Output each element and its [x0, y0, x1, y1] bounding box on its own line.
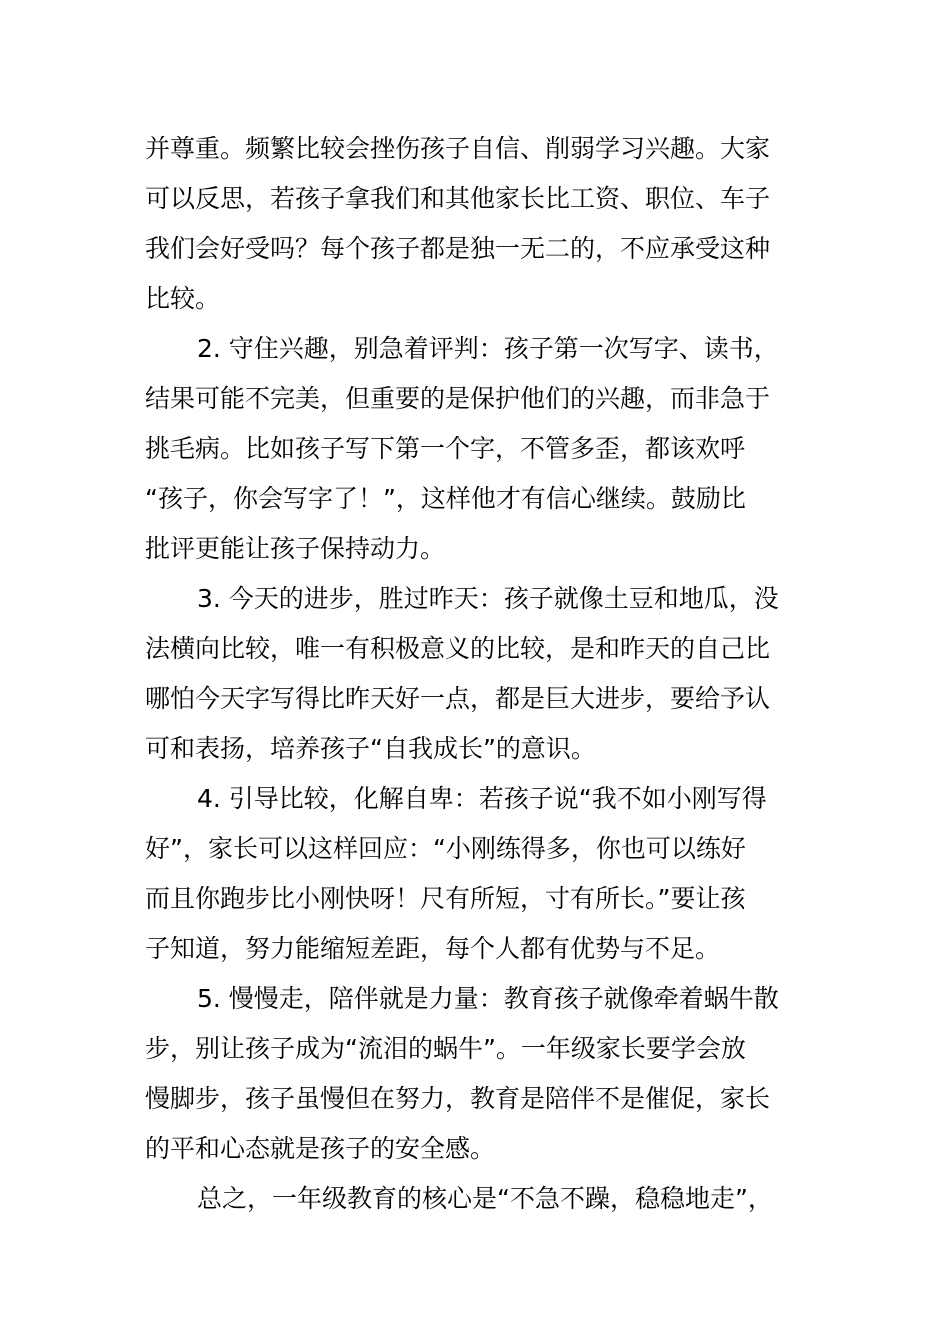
- document-body: [145, 124, 810, 1224]
- text-line: 的平和心态就是孩子的安全感。: [145, 1134, 496, 1163]
- text-line: 结果可能不完美，但重要的是保护他们的兴趣，而非急于: [145, 384, 771, 413]
- text-line: 慢脚步，孩子虽慢但在努力，教育是陪伴不是催促，家长: [145, 1084, 771, 1113]
- text-line: “孩子，你会写字了！”，这样他才有信心继续。鼓励比: [145, 484, 746, 513]
- paragraph-first-line: 5. 慢慢走，陪伴就是力量：教育孩子就像牵着蜗牛散: [197, 984, 779, 1013]
- text-line: 步，别让孩子成为“流泪的蜗牛”。一年级家长要学会放: [145, 1034, 746, 1063]
- text-line: 并尊重。频繁比较会挫伤孩子自信、削弱学习兴趣。大家: [145, 134, 771, 163]
- text-line: 挑毛病。比如孩子写下第一个字，不管多歪，都该欢呼: [145, 434, 746, 463]
- paragraph-first-line: 总之，一年级教育的核心是“不急不躁，稳稳地走”，: [197, 1184, 773, 1213]
- text-line: 我们会好受吗？每个孩子都是独一无二的，不应承受这种: [145, 234, 771, 263]
- paragraph-first-line: 2. 守住兴趣，别急着评判：孩子第一次写字、读书，: [197, 334, 779, 363]
- text-line: 比较。: [145, 284, 221, 313]
- text-line: 批评更能让孩子保持动力。: [145, 534, 446, 563]
- text-line: 可以反思，若孩子拿我们和其他家长比工资、职位、车子: [145, 184, 771, 213]
- paragraph-first-line: 4. 引导比较，化解自卑：若孩子说“我不如小刚写得: [197, 784, 767, 813]
- text-line: 子知道，努力能缩短差距，每个人都有优势与不足。: [145, 934, 721, 963]
- text-line: 法横向比较，唯一有积极意义的比较，是和昨天的自己比: [145, 634, 771, 663]
- paragraph-first-line: 3. 今天的进步，胜过昨天：孩子就像土豆和地瓜，没: [197, 584, 779, 613]
- text-line: 哪怕今天字写得比昨天好一点，都是巨大进步，要给予认: [145, 684, 771, 713]
- text-line: 可和表扬，培养孩子“自我成长”的意识。: [145, 734, 596, 763]
- text-line: 好”，家长可以这样回应：“小刚练得多，你也可以练好: [145, 834, 746, 863]
- text-line: 而且你跑步比小刚快呀！尺有所短，寸有所长。”要让孩: [145, 884, 746, 913]
